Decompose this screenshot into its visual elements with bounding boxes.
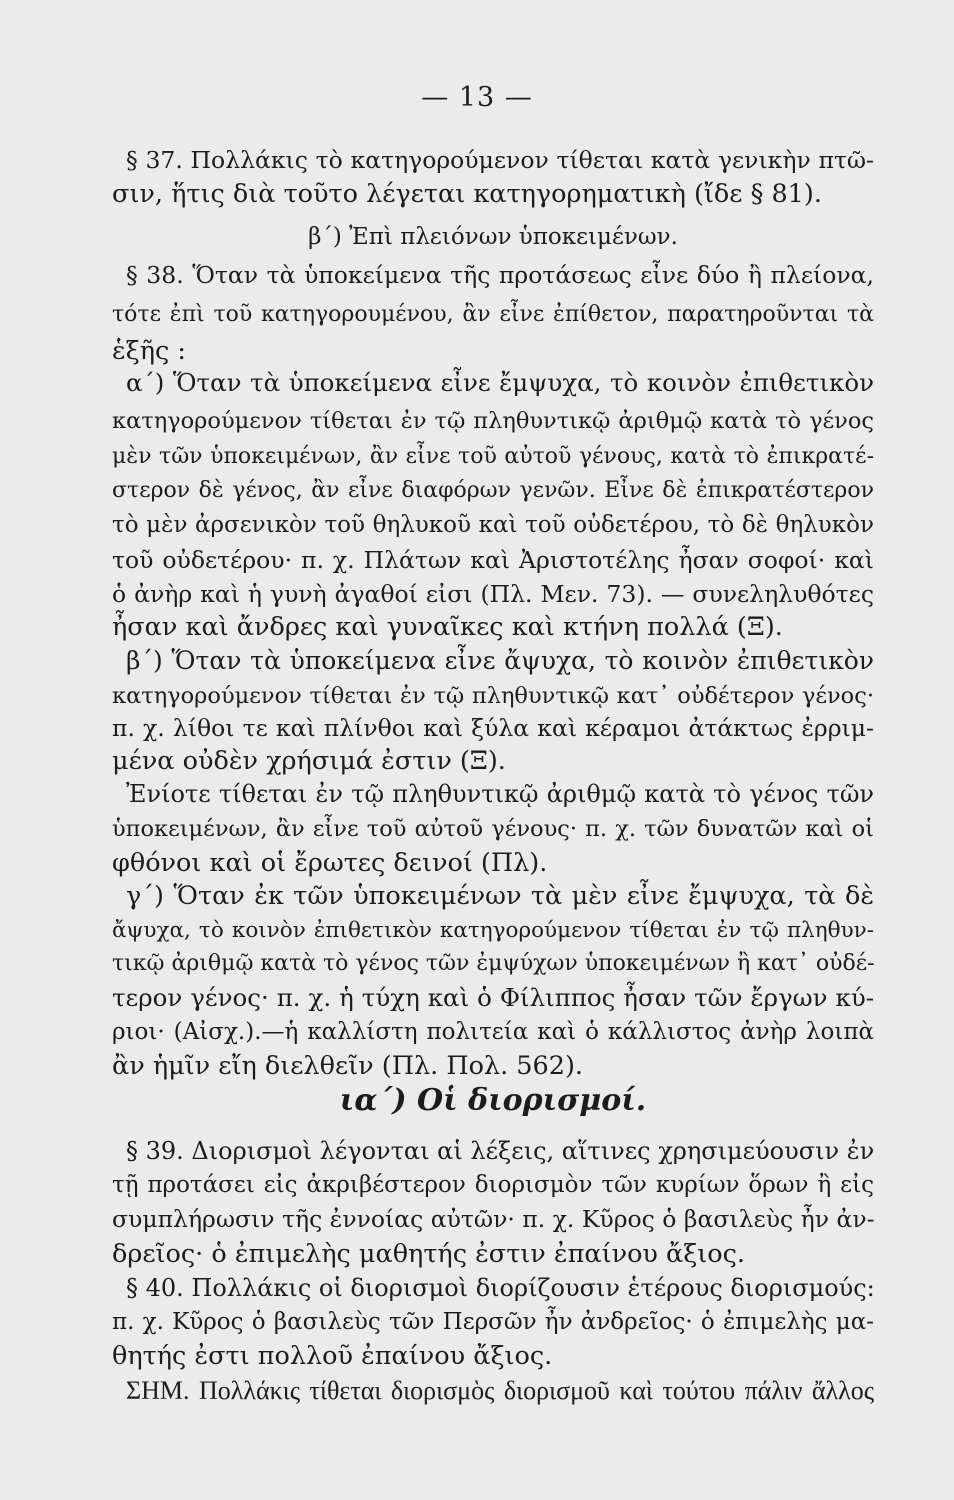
paragraph-39-line-1: § 39. Διορισμοὶ λέγονται αἱ λέξεις, αἵτινες χρησιμεύουσιν ἐν bbox=[126, 1137, 875, 1165]
page-number: — 13 — bbox=[421, 82, 533, 113]
rule-c-line-3: τικῷ ἀριθμῷ κατὰ τὸ γένος τῶν ἐμψύχων ὑποκειμένων ἢ κατ᾽ οὐδέ- bbox=[112, 951, 875, 976]
section-heading-determiners: ια΄) Οἱ διορισμοί. bbox=[339, 1083, 647, 1118]
paragraph-39-line-4: δρεῖος· ὁ ἐπιμελὴς μαθητής ἐστιν ἐπαίνου ἄξιος. bbox=[112, 1239, 746, 1269]
rule-b-line-3: π. χ. λίθοι τε καὶ πλίνθοι καὶ ξύλα καὶ κέραμοι ἀτάκτως ἐρριμ- bbox=[112, 714, 874, 742]
rule-b-line-1: β΄) Ὅταν τὰ ὑποκείμενα εἶνε ἄψυχα, τὸ κοινὸν ἐπιθετικὸν bbox=[126, 646, 874, 675]
rule-c-line-4: τερον γένος· π. χ. ἡ τύχη καὶ ὁ Φίλιππος ἦσαν τῶν ἔργων κύ- bbox=[112, 983, 874, 1012]
note-line: ΣΗΜ. Πολλάκις τίθεται διορισμὸς διορισμοῦ καὶ τούτου πάλιν ἄλλος bbox=[126, 1376, 874, 1405]
paragraph-40-line-1: § 40. Πολλάκις οἱ διορισμοὶ διορίζουσιν ἑτέρους διορισμούς: bbox=[126, 1274, 875, 1302]
paragraph-38-line-2: τότε ἐπὶ τοῦ κατηγορουμένου, ἂν εἶνε ἐπίθετον, παρατηροῦνται τὰ bbox=[112, 302, 874, 327]
rule-a-line-7: ὁ ἀνὴρ καὶ ἡ γυνὴ ἀγαθοί εἰσι (Πλ. Μεν. 73). — συνεληλυθότες bbox=[112, 580, 874, 608]
rule-a-line-8: ἦσαν καὶ ἄνδρες καὶ γυναῖκες καὶ κτήνη πολλά (Ξ). bbox=[112, 612, 783, 642]
rule-c-line-2: ἄψυχα, τὸ κοινὸν ἐπιθετικὸν κατηγορούμενον τίθεται ἐν τῷ πληθυν- bbox=[112, 918, 874, 943]
paragraph-37-line-2: σιν, ἥτις διὰ τοῦτο λέγεται κατηγορηματικὴ (ἴδε § 81). bbox=[112, 179, 822, 209]
rule-c-line-1: γ΄) Ὅταν ἐκ τῶν ὑποκειμένων τὰ μὲν εἶνε ἔμψυχα, τὰ δὲ bbox=[126, 881, 874, 911]
paragraph-40-line-2: π. χ. Κῦρος ὁ βασιλεὺς τῶν Περσῶν ἦν ἀνδρεῖος· ὁ ἐπιμελὴς μα- bbox=[112, 1309, 874, 1335]
rule-a-line-6: τοῦ οὐδετέρου· π. χ. Πλάτων καὶ Ἀριστοτέλης ἦσαν σοφοί· καὶ bbox=[112, 546, 874, 574]
rule-a-line-2: κατηγορούμενον τίθεται ἐν τῷ πληθυντικῷ ἀριθμῷ κατὰ τὸ γένος bbox=[112, 408, 874, 434]
paragraph-37-line-1: § 37. Πολλάκις τὸ κατηγορούμενον τίθεται κατὰ γενικὴν πτῶ- bbox=[126, 146, 874, 174]
exception-line-3: φθόνοι καὶ οἱ ἔρωτες δεινοί (Πλ). bbox=[112, 848, 548, 878]
paragraph-38-line-1: § 38. Ὅταν τὰ ὑποκείμενα τῆς προτάσεως εἶνε δύο ἢ πλείονα, bbox=[126, 261, 874, 289]
rule-b-line-4: μένα οὐδὲν χρήσιμά ἐστιν (Ξ). bbox=[112, 746, 506, 776]
paragraph-38-line-3: ἑξῆς : bbox=[112, 336, 186, 366]
paragraph-39-line-2: τῇ προτάσει εἰς ἀκριβέστερον διορισμὸν τῶν κυρίων ὅρων ἢ εἰς bbox=[112, 1172, 874, 1198]
rule-a-line-1: α΄) Ὅταν τὰ ὑποκείμενα εἶνε ἔμψυχα, τὸ κοινὸν ἐπιθετικὸν bbox=[126, 368, 874, 397]
rule-a-line-5: τὸ μὲν ἀρσενικὸν τοῦ θηλυκοῦ καὶ τοῦ οὐδετέρου, τὸ δὲ θηλυκὸν bbox=[112, 512, 874, 538]
exception-line-1: Ἐνίοτε τίθεται ἐν τῷ πληθυντικῷ ἀριθμῷ κατὰ τὸ γένος τῶν bbox=[126, 780, 874, 808]
rule-a-line-4: στερον δὲ γένος, ἂν εἶνε διαφόρων γενῶν. Εἶνε δὲ ἐπικρατέστερον bbox=[112, 478, 874, 503]
section-subheading: β΄) Ἐπὶ πλειόνων ὑποκειμένων. bbox=[308, 224, 678, 250]
paragraph-39-line-3: συμπλήρωσιν τῆς ἐννοίας αὐτῶν· π. χ. Κῦρος ὁ βασιλεὺς ἦν ἀν- bbox=[112, 1205, 875, 1233]
rule-c-line-5: ριοι· (Αἰσχ.).—ἡ καλλίστη πολιτεία καὶ ὁ κάλλιστος ἀνὴρ λοιπὰ bbox=[112, 1019, 874, 1045]
rule-b-line-2: κατηγορούμενον τίθεται ἐν τῷ πληθυντικῷ κατ᾽ οὐδέτερον γένος· bbox=[112, 683, 874, 709]
rule-c-line-6: ἂν ἡμῖν εἴη διελθεῖν (Πλ. Πολ. 562). bbox=[112, 1051, 584, 1081]
paragraph-40-line-3: θητής ἐστι πολλοῦ ἐπαίνου ἄξιος. bbox=[112, 1341, 553, 1371]
rule-a-line-3: μὲν τῶν ὑποκειμένων, ἂν εἶνε τοῦ αὐτοῦ γένους, κατὰ τὸ ἐπικρατέ- bbox=[112, 444, 874, 469]
exception-line-2: ὑποκειμένων, ἂν εἶνε τοῦ αὐτοῦ γένους· π. χ. τῶν δυνατῶν καὶ οἱ bbox=[112, 816, 874, 842]
